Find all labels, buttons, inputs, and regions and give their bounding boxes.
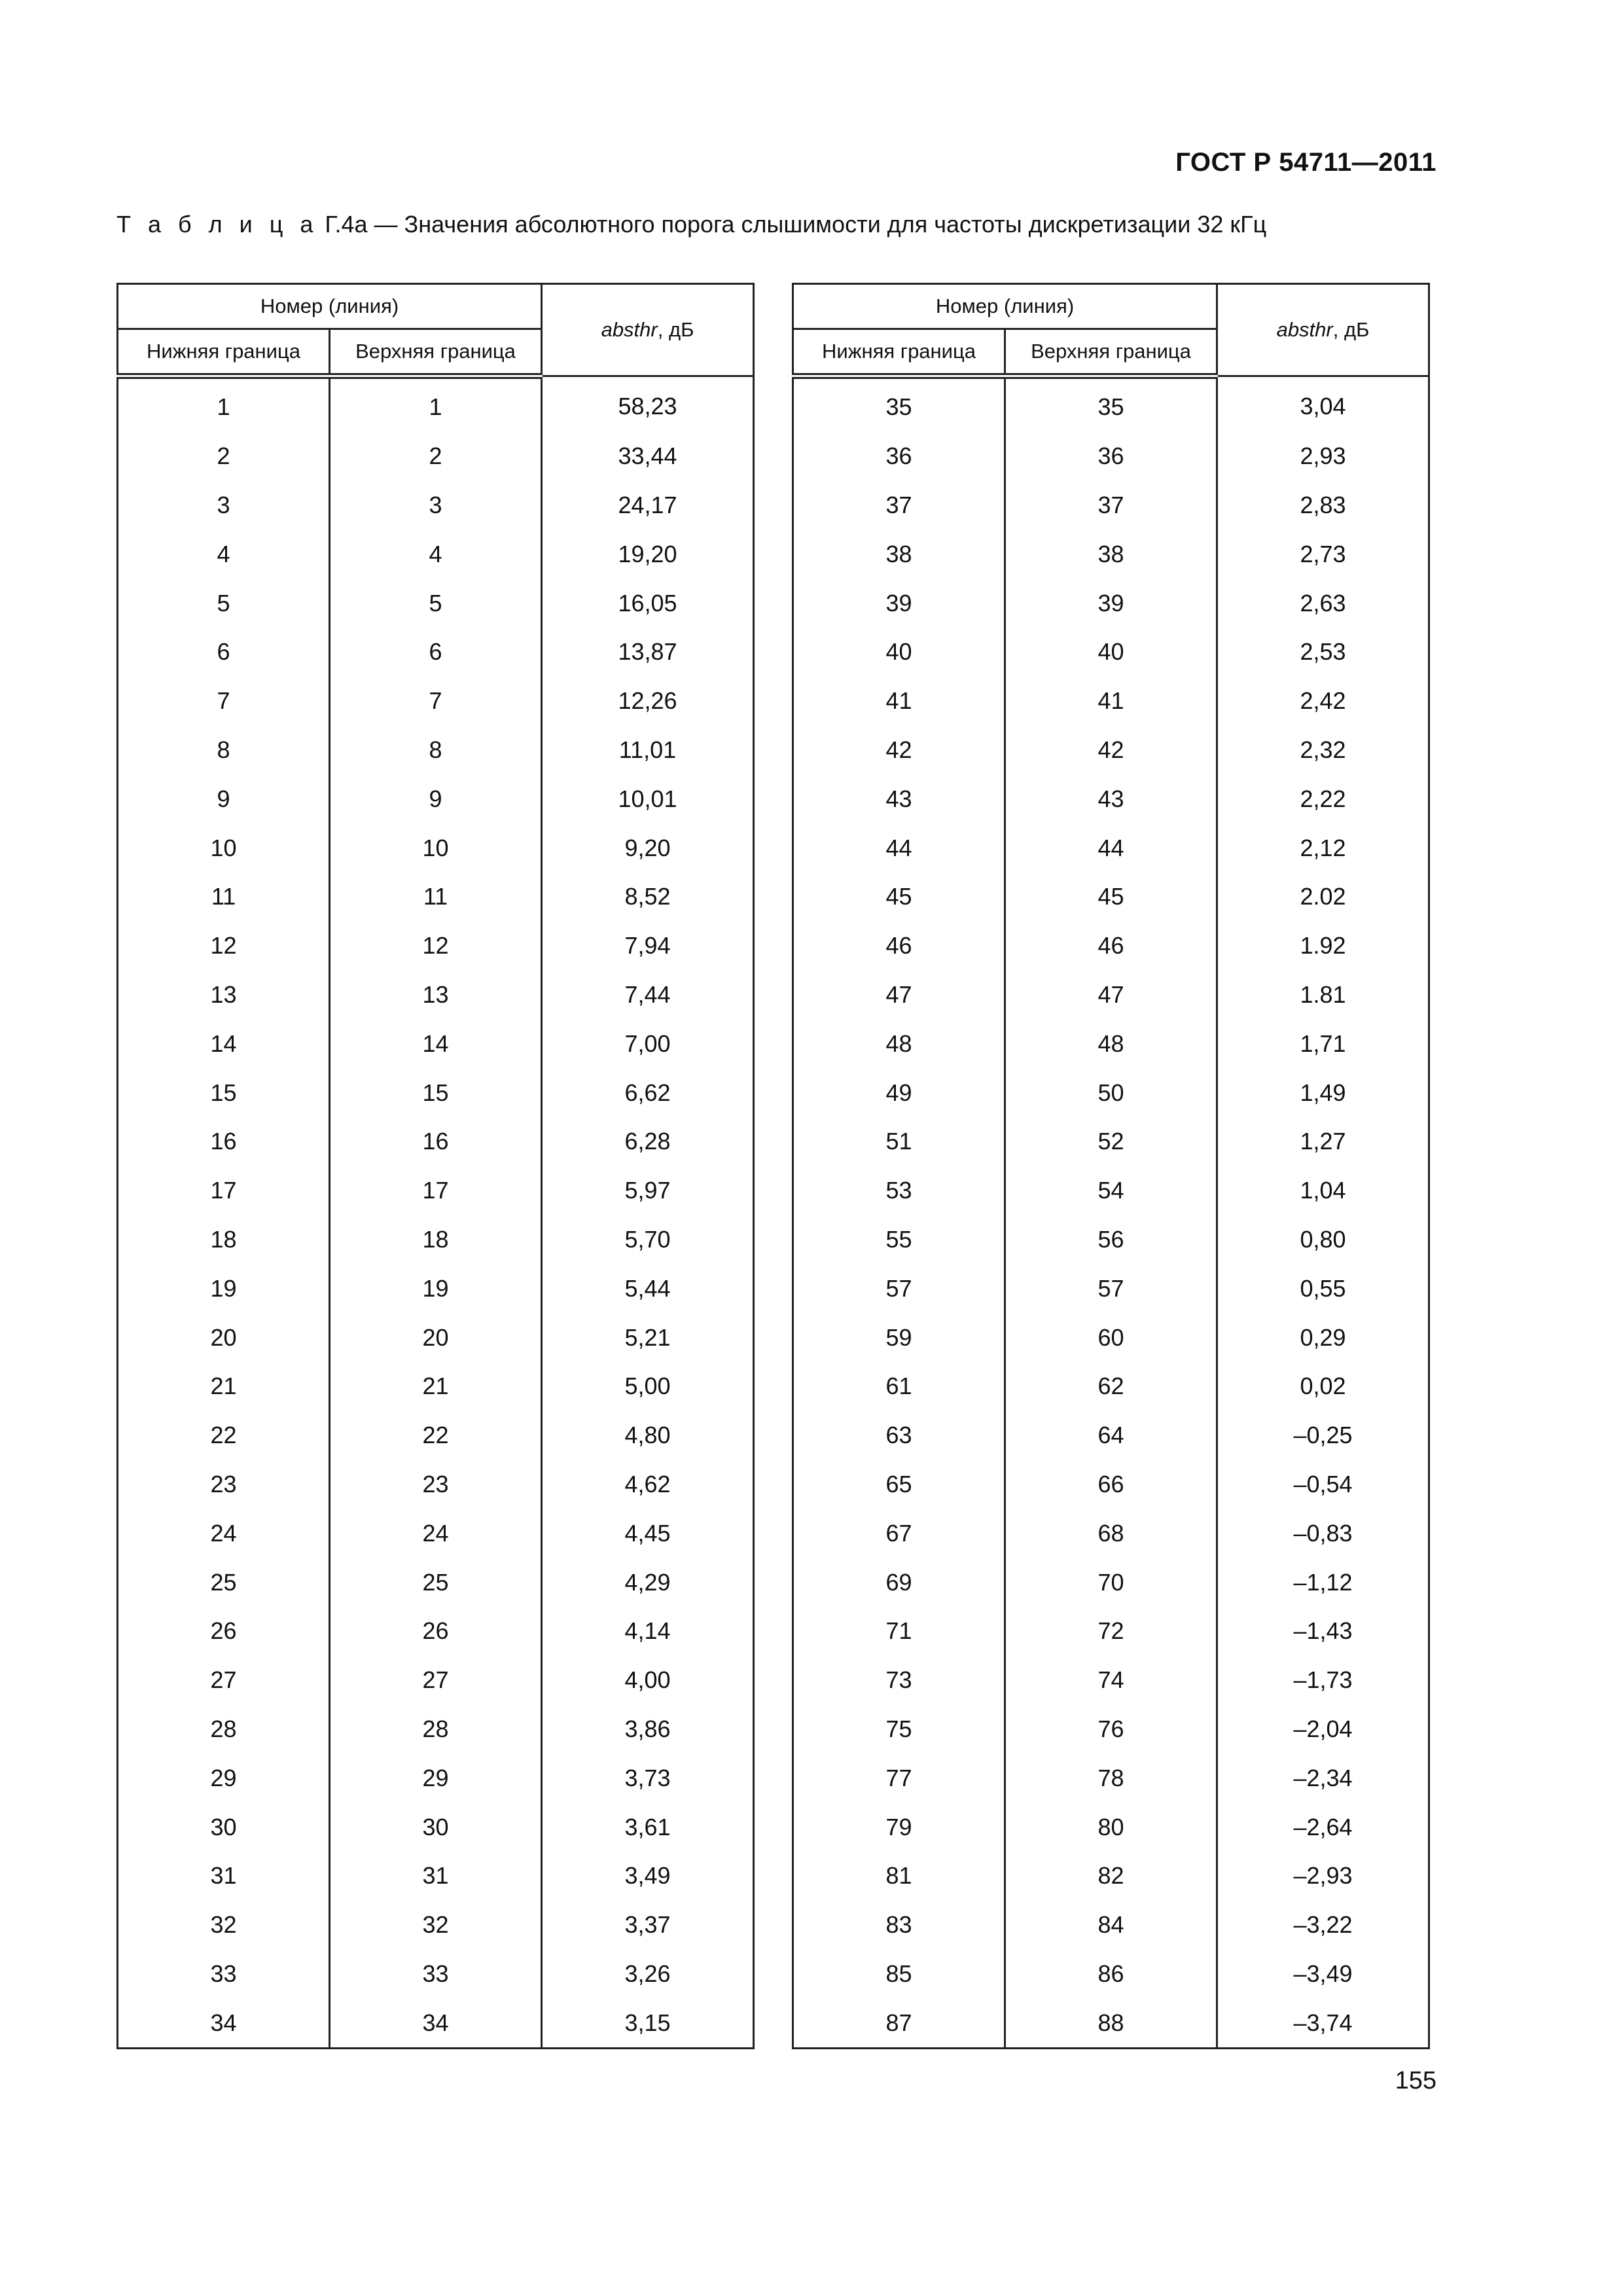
header-absthr — [1217, 284, 1429, 376]
lower-bound-cell: 65 — [793, 1460, 1005, 1509]
table-row — [793, 1901, 1429, 1950]
upper-bound-cell: 76 — [1005, 1705, 1217, 1754]
table-row — [793, 1558, 1429, 1607]
lower-bound-cell: 32 — [118, 1901, 330, 1950]
threshold-table-left — [116, 283, 755, 2049]
absthr-cell: 1,49 — [1217, 1068, 1429, 1117]
table-row — [793, 1852, 1429, 1901]
absthr-cell: 2,73 — [1217, 529, 1429, 579]
table-row — [118, 677, 754, 726]
upper-bound-cell: 82 — [1005, 1852, 1217, 1901]
lower-bound-cell: 27 — [118, 1656, 330, 1705]
lower-bound-cell: 46 — [793, 922, 1005, 971]
upper-bound-cell: 60 — [1005, 1313, 1217, 1362]
table-row — [118, 774, 754, 823]
upper-bound-cell: 16 — [330, 1117, 542, 1166]
table-row — [793, 677, 1429, 726]
table-row — [118, 1558, 754, 1607]
upper-bound-cell: 56 — [1005, 1215, 1217, 1265]
header-absthr-symbol: absthr — [1276, 318, 1333, 341]
absthr-cell: 19,20 — [542, 529, 754, 579]
upper-bound-cell: 44 — [1005, 823, 1217, 872]
upper-bound-cell: 68 — [1005, 1509, 1217, 1558]
lower-bound-cell: 28 — [118, 1705, 330, 1754]
table-row — [118, 1166, 754, 1215]
table-row — [118, 971, 754, 1020]
lower-bound-cell: 41 — [793, 677, 1005, 726]
table-row — [118, 1411, 754, 1460]
lower-bound-cell: 67 — [793, 1509, 1005, 1558]
lower-bound-cell: 44 — [793, 823, 1005, 872]
absthr-cell: 0,02 — [1217, 1362, 1429, 1411]
upper-bound-cell: 15 — [330, 1068, 542, 1117]
table-row — [118, 1509, 754, 1558]
absthr-cell: 5,21 — [542, 1313, 754, 1362]
upper-bound-cell: 33 — [330, 1950, 542, 1999]
absthr-cell: 2,12 — [1217, 823, 1429, 872]
lower-bound-cell: 17 — [118, 1166, 330, 1215]
upper-bound-cell: 50 — [1005, 1068, 1217, 1117]
upper-bound-cell: 12 — [330, 922, 542, 971]
table-row — [118, 432, 754, 481]
lower-bound-cell: 25 — [118, 1558, 330, 1607]
lower-bound-cell: 12 — [118, 922, 330, 971]
lower-bound-cell: 21 — [118, 1362, 330, 1411]
upper-bound-cell: 14 — [330, 1019, 542, 1068]
absthr-cell: 3,04 — [1217, 376, 1429, 432]
absthr-cell: 5,97 — [542, 1166, 754, 1215]
absthr-cell: 4,00 — [542, 1656, 754, 1705]
absthr-cell: 5,44 — [542, 1264, 754, 1313]
lower-bound-cell: 35 — [793, 376, 1005, 432]
upper-bound-cell: 84 — [1005, 1901, 1217, 1950]
absthr-cell: 8,52 — [542, 872, 754, 922]
lower-bound-cell: 57 — [793, 1264, 1005, 1313]
header-line-number: Номер (линия) — [118, 284, 542, 329]
absthr-cell: 9,20 — [542, 823, 754, 872]
lower-bound-cell: 79 — [793, 1803, 1005, 1852]
document-code: ГОСТ Р 54711—2011 — [1175, 148, 1436, 177]
absthr-cell: 1,27 — [1217, 1117, 1429, 1166]
table-row — [118, 376, 754, 432]
absthr-cell: 4,14 — [542, 1607, 754, 1656]
upper-bound-cell: 80 — [1005, 1803, 1217, 1852]
table-row — [793, 774, 1429, 823]
lower-bound-cell: 53 — [793, 1166, 1005, 1215]
absthr-cell: –3,74 — [1217, 1998, 1429, 2048]
table-row — [793, 1068, 1429, 1117]
absthr-cell: 3,37 — [542, 1901, 754, 1950]
table-row — [118, 1753, 754, 1803]
lower-bound-cell: 16 — [118, 1117, 330, 1166]
lower-bound-cell: 20 — [118, 1313, 330, 1362]
lower-bound-cell: 49 — [793, 1068, 1005, 1117]
table-row — [118, 872, 754, 922]
page-number: 155 — [1395, 2067, 1436, 2094]
lower-bound-cell: 2 — [118, 432, 330, 481]
header-lower-bound: Нижняя граница — [118, 329, 330, 376]
upper-bound-cell: 21 — [330, 1362, 542, 1411]
upper-bound-cell: 57 — [1005, 1264, 1217, 1313]
absthr-cell: 2,53 — [1217, 628, 1429, 677]
absthr-cell: 2,93 — [1217, 432, 1429, 481]
table-row — [793, 1460, 1429, 1509]
table-row — [118, 1068, 754, 1117]
lower-bound-cell: 63 — [793, 1411, 1005, 1460]
table-row — [118, 628, 754, 677]
upper-bound-cell: 72 — [1005, 1607, 1217, 1656]
absthr-cell: –2,93 — [1217, 1852, 1429, 1901]
lower-bound-cell: 18 — [118, 1215, 330, 1265]
absthr-cell: 11,01 — [542, 726, 754, 775]
upper-bound-cell: 25 — [330, 1558, 542, 1607]
table-row — [793, 1950, 1429, 1999]
upper-bound-cell: 66 — [1005, 1460, 1217, 1509]
table-row — [793, 579, 1429, 628]
upper-bound-cell: 9 — [330, 774, 542, 823]
table-row — [118, 1950, 754, 1999]
upper-bound-cell: 22 — [330, 1411, 542, 1460]
table-row — [793, 1362, 1429, 1411]
upper-bound-cell: 10 — [330, 823, 542, 872]
lower-bound-cell: 59 — [793, 1313, 1005, 1362]
absthr-cell: 7,00 — [542, 1019, 754, 1068]
upper-bound-cell: 36 — [1005, 432, 1217, 481]
upper-bound-cell: 31 — [330, 1852, 542, 1901]
absthr-cell: 2,63 — [1217, 579, 1429, 628]
absthr-cell: –0,25 — [1217, 1411, 1429, 1460]
absthr-cell: 1.81 — [1217, 971, 1429, 1020]
lower-bound-cell: 43 — [793, 774, 1005, 823]
upper-bound-cell: 6 — [330, 628, 542, 677]
absthr-cell: 7,44 — [542, 971, 754, 1020]
table-row — [793, 872, 1429, 922]
lower-bound-cell: 19 — [118, 1264, 330, 1313]
table-row — [118, 1460, 754, 1509]
table-row — [793, 376, 1429, 432]
lower-bound-cell: 48 — [793, 1019, 1005, 1068]
table-row — [793, 1411, 1429, 1460]
lower-bound-cell: 26 — [118, 1607, 330, 1656]
upper-bound-cell: 40 — [1005, 628, 1217, 677]
upper-bound-cell: 78 — [1005, 1753, 1217, 1803]
header-lower-bound: Нижняя граница — [793, 329, 1005, 376]
table-row — [793, 628, 1429, 677]
lower-bound-cell: 75 — [793, 1705, 1005, 1754]
lower-bound-cell: 3 — [118, 481, 330, 530]
absthr-cell: 0,55 — [1217, 1264, 1429, 1313]
header-upper-bound: Верхняя граница — [1005, 329, 1217, 376]
lower-bound-cell: 9 — [118, 774, 330, 823]
absthr-cell: 2,32 — [1217, 726, 1429, 775]
absthr-cell: 4,80 — [542, 1411, 754, 1460]
table-row — [793, 529, 1429, 579]
absthr-cell: 6,28 — [542, 1117, 754, 1166]
absthr-cell: –3,22 — [1217, 1901, 1429, 1950]
absthr-cell: 16,05 — [542, 579, 754, 628]
table-row — [118, 1117, 754, 1166]
upper-bound-cell: 86 — [1005, 1950, 1217, 1999]
absthr-cell: 3,61 — [542, 1803, 754, 1852]
upper-bound-cell: 26 — [330, 1607, 542, 1656]
header-line-number: Номер (линия) — [793, 284, 1217, 329]
table-body-right — [793, 376, 1429, 2049]
lower-bound-cell: 15 — [118, 1068, 330, 1117]
lower-bound-cell: 6 — [118, 628, 330, 677]
upper-bound-cell: 7 — [330, 677, 542, 726]
upper-bound-cell: 5 — [330, 579, 542, 628]
table-row — [118, 579, 754, 628]
absthr-cell: 4,45 — [542, 1509, 754, 1558]
table-row — [793, 823, 1429, 872]
table-row — [118, 1803, 754, 1852]
lower-bound-cell: 7 — [118, 677, 330, 726]
lower-bound-cell: 87 — [793, 1998, 1005, 2048]
absthr-cell: 24,17 — [542, 481, 754, 530]
table-row — [118, 529, 754, 579]
upper-bound-cell: 39 — [1005, 579, 1217, 628]
lower-bound-cell: 34 — [118, 1998, 330, 2048]
upper-bound-cell: 23 — [330, 1460, 542, 1509]
table-row — [118, 823, 754, 872]
absthr-cell: 5,00 — [542, 1362, 754, 1411]
lower-bound-cell: 39 — [793, 579, 1005, 628]
absthr-cell: 58,23 — [542, 376, 754, 432]
absthr-cell: 1.92 — [1217, 922, 1429, 971]
table-row — [118, 1313, 754, 1362]
lower-bound-cell: 83 — [793, 1901, 1005, 1950]
absthr-cell: –0,54 — [1217, 1460, 1429, 1509]
header-absthr-unit: , дБ — [1332, 318, 1370, 341]
lower-bound-cell: 1 — [118, 376, 330, 432]
upper-bound-cell: 27 — [330, 1656, 542, 1705]
table-row — [118, 922, 754, 971]
lower-bound-cell: 8 — [118, 726, 330, 775]
table-row — [118, 1998, 754, 2048]
table-row — [118, 1607, 754, 1656]
threshold-table-right — [792, 283, 1430, 2049]
absthr-cell: 3,26 — [542, 1950, 754, 1999]
table-row — [793, 1215, 1429, 1265]
lower-bound-cell: 85 — [793, 1950, 1005, 1999]
upper-bound-cell: 28 — [330, 1705, 542, 1754]
lower-bound-cell: 71 — [793, 1607, 1005, 1656]
absthr-cell: 3,86 — [542, 1705, 754, 1754]
upper-bound-cell: 74 — [1005, 1656, 1217, 1705]
upper-bound-cell: 18 — [330, 1215, 542, 1265]
table-row — [793, 1656, 1429, 1705]
upper-bound-cell: 13 — [330, 971, 542, 1020]
table-row — [793, 1264, 1429, 1313]
table-row — [118, 1901, 754, 1950]
upper-bound-cell: 30 — [330, 1803, 542, 1852]
table-row — [118, 726, 754, 775]
absthr-cell: 6,62 — [542, 1068, 754, 1117]
upper-bound-cell: 29 — [330, 1753, 542, 1803]
absthr-cell: –1,43 — [1217, 1607, 1429, 1656]
absthr-cell: 33,44 — [542, 432, 754, 481]
upper-bound-cell: 24 — [330, 1509, 542, 1558]
lower-bound-cell: 37 — [793, 481, 1005, 530]
upper-bound-cell: 64 — [1005, 1411, 1217, 1460]
table-row — [118, 1019, 754, 1068]
absthr-cell: 12,26 — [542, 677, 754, 726]
table-row — [793, 1019, 1429, 1068]
upper-bound-cell: 1 — [330, 376, 542, 432]
upper-bound-cell: 19 — [330, 1264, 542, 1313]
absthr-cell: 4,29 — [542, 1558, 754, 1607]
absthr-cell: –2,34 — [1217, 1753, 1429, 1803]
table-row — [793, 922, 1429, 971]
upper-bound-cell: 3 — [330, 481, 542, 530]
table-row — [793, 432, 1429, 481]
lower-bound-cell: 14 — [118, 1019, 330, 1068]
upper-bound-cell: 62 — [1005, 1362, 1217, 1411]
upper-bound-cell: 48 — [1005, 1019, 1217, 1068]
absthr-cell: 3,73 — [542, 1753, 754, 1803]
table-row — [793, 1313, 1429, 1362]
table-row — [793, 1166, 1429, 1215]
lower-bound-cell: 4 — [118, 529, 330, 579]
lower-bound-cell: 81 — [793, 1852, 1005, 1901]
absthr-cell: 2,22 — [1217, 774, 1429, 823]
table-row — [118, 1705, 754, 1754]
absthr-cell: 2,83 — [1217, 481, 1429, 530]
absthr-cell: 2.02 — [1217, 872, 1429, 922]
table-caption — [116, 211, 1266, 238]
table-row — [118, 1362, 754, 1411]
absthr-cell: –1,73 — [1217, 1656, 1429, 1705]
lower-bound-cell: 36 — [793, 432, 1005, 481]
upper-bound-cell: 70 — [1005, 1558, 1217, 1607]
lower-bound-cell: 47 — [793, 971, 1005, 1020]
lower-bound-cell: 61 — [793, 1362, 1005, 1411]
table-row — [793, 1998, 1429, 2048]
upper-bound-cell: 4 — [330, 529, 542, 579]
lower-bound-cell: 38 — [793, 529, 1005, 579]
table-row — [793, 481, 1429, 530]
upper-bound-cell: 54 — [1005, 1166, 1217, 1215]
lower-bound-cell: 29 — [118, 1753, 330, 1803]
upper-bound-cell: 2 — [330, 432, 542, 481]
table-row — [793, 726, 1429, 775]
upper-bound-cell: 35 — [1005, 376, 1217, 432]
table-row — [118, 1852, 754, 1901]
lower-bound-cell: 24 — [118, 1509, 330, 1558]
table-row — [793, 1803, 1429, 1852]
absthr-cell: –2,64 — [1217, 1803, 1429, 1852]
absthr-cell: 0,80 — [1217, 1215, 1429, 1265]
absthr-cell: –2,04 — [1217, 1705, 1429, 1754]
upper-bound-cell: 52 — [1005, 1117, 1217, 1166]
absthr-cell: 2,42 — [1217, 677, 1429, 726]
header-upper-bound: Верхняя граница — [330, 329, 542, 376]
table-row — [793, 971, 1429, 1020]
absthr-cell: 3,49 — [542, 1852, 754, 1901]
lower-bound-cell: 13 — [118, 971, 330, 1020]
lower-bound-cell: 10 — [118, 823, 330, 872]
header-absthr-unit: , дБ — [657, 318, 694, 341]
lower-bound-cell: 22 — [118, 1411, 330, 1460]
table-row — [793, 1509, 1429, 1558]
table-row — [118, 1264, 754, 1313]
table-row — [118, 1656, 754, 1705]
upper-bound-cell: 88 — [1005, 1998, 1217, 2048]
upper-bound-cell: 46 — [1005, 922, 1217, 971]
table-row — [118, 1215, 754, 1265]
absthr-cell: –1,12 — [1217, 1558, 1429, 1607]
absthr-cell: 5,70 — [542, 1215, 754, 1265]
lower-bound-cell: 69 — [793, 1558, 1005, 1607]
upper-bound-cell: 8 — [330, 726, 542, 775]
lower-bound-cell: 23 — [118, 1460, 330, 1509]
lower-bound-cell: 11 — [118, 872, 330, 922]
upper-bound-cell: 20 — [330, 1313, 542, 1362]
absthr-cell: 10,01 — [542, 774, 754, 823]
lower-bound-cell: 45 — [793, 872, 1005, 922]
lower-bound-cell: 40 — [793, 628, 1005, 677]
absthr-cell: 13,87 — [542, 628, 754, 677]
absthr-cell: 1,71 — [1217, 1019, 1429, 1068]
header-absthr-symbol: absthr — [601, 318, 658, 341]
absthr-cell: –0,83 — [1217, 1509, 1429, 1558]
caption-text: Г.4а — Значения абсолютного порога слышимости для частоты дискретизации 32 кГц — [318, 211, 1267, 238]
upper-bound-cell: 11 — [330, 872, 542, 922]
table-row — [793, 1753, 1429, 1803]
table-row — [793, 1607, 1429, 1656]
lower-bound-cell: 55 — [793, 1215, 1005, 1265]
table-row — [793, 1117, 1429, 1166]
lower-bound-cell: 33 — [118, 1950, 330, 1999]
lower-bound-cell: 30 — [118, 1803, 330, 1852]
absthr-cell: 0,29 — [1217, 1313, 1429, 1362]
lower-bound-cell: 51 — [793, 1117, 1005, 1166]
absthr-cell: 1,04 — [1217, 1166, 1429, 1215]
table-row — [793, 1705, 1429, 1754]
absthr-cell: –3,49 — [1217, 1950, 1429, 1999]
upper-bound-cell: 34 — [330, 1998, 542, 2048]
absthr-cell: 4,62 — [542, 1460, 754, 1509]
lower-bound-cell: 31 — [118, 1852, 330, 1901]
upper-bound-cell: 47 — [1005, 971, 1217, 1020]
table-body-left — [118, 376, 754, 2049]
upper-bound-cell: 45 — [1005, 872, 1217, 922]
lower-bound-cell: 5 — [118, 579, 330, 628]
header-absthr — [542, 284, 754, 376]
absthr-cell: 3,15 — [542, 1998, 754, 2048]
lower-bound-cell: 42 — [793, 726, 1005, 775]
upper-bound-cell: 41 — [1005, 677, 1217, 726]
upper-bound-cell: 17 — [330, 1166, 542, 1215]
caption-label: Т а б л и ц а — [116, 211, 319, 238]
lower-bound-cell: 77 — [793, 1753, 1005, 1803]
table-row — [118, 481, 754, 530]
absthr-cell: 7,94 — [542, 922, 754, 971]
upper-bound-cell: 32 — [330, 1901, 542, 1950]
lower-bound-cell: 73 — [793, 1656, 1005, 1705]
upper-bound-cell: 37 — [1005, 481, 1217, 530]
upper-bound-cell: 42 — [1005, 726, 1217, 775]
upper-bound-cell: 43 — [1005, 774, 1217, 823]
upper-bound-cell: 38 — [1005, 529, 1217, 579]
